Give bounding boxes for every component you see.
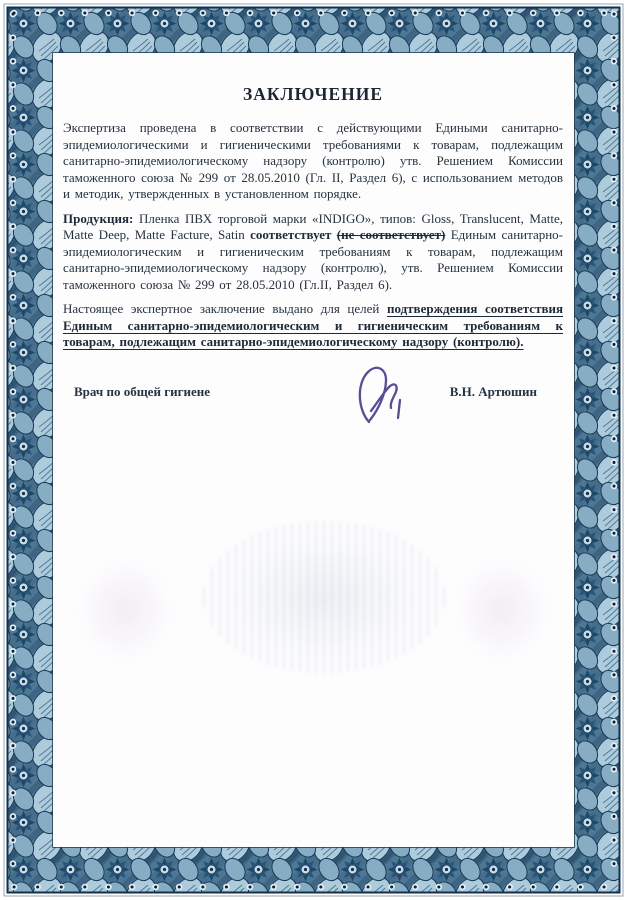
paragraph-product	[63, 211, 563, 294]
paragraph-purpose	[63, 301, 563, 351]
signature-icon	[351, 359, 409, 427]
signer-role: Врач по общей гигиене	[74, 383, 211, 399]
signer-name: В.Н. Артюшин	[449, 383, 537, 399]
paragraph-expertise	[63, 120, 563, 203]
document-title: ЗАКЛЮЧЕНИЕ	[242, 84, 384, 104]
product-description: Пленка ПВХ торговой марки «INDIGO», типов: Gloss, Translucent, Matte, Matte Deep, Matte Facture, Satin	[63, 210, 563, 242]
signature-block	[63, 373, 563, 453]
product-requirements: Единым санитарно-эпидемиологическим и гигиеническим требованиям к товарам, подлежащим санитарно-эпидемиологическому надзору (контролю), утв. Решением Комиссии таможенного союза № 299 от 28.05.2010 (Гл.II, Раздел 6).	[63, 227, 563, 292]
paragraph-expertise-text: Экспертиза проведена в соответствии с действующими Едиными санитарно-эпидемиологическими и гигиеническими требованиями к товарам, подлежащим санитарно-эпидемиологическому надзору (контролю) утв. Решением Комиссии таможенного союза № 299 от 28.05.2010 (Гл. II, Раздел 6), с использованием методов и методик, утвержденных в установленном порядке.	[63, 120, 563, 201]
result-not-conforms-struck: (не соответствует)	[336, 227, 446, 242]
document-content	[53, 53, 574, 847]
result-conforms: соответствует	[250, 227, 337, 242]
product-label: Продукция:	[63, 210, 134, 226]
purpose-lead: Настоящее экспертное заключение выдано для целей	[63, 301, 387, 316]
paper-sheet	[53, 53, 574, 847]
purpose-emphasis: подтверждения соответствия Единым санитарно-эпидемиологическим и гигиеническим требованиям к товарам, подлежащим санитарно-эпидемиологическому надзору (контролю).	[63, 301, 563, 349]
